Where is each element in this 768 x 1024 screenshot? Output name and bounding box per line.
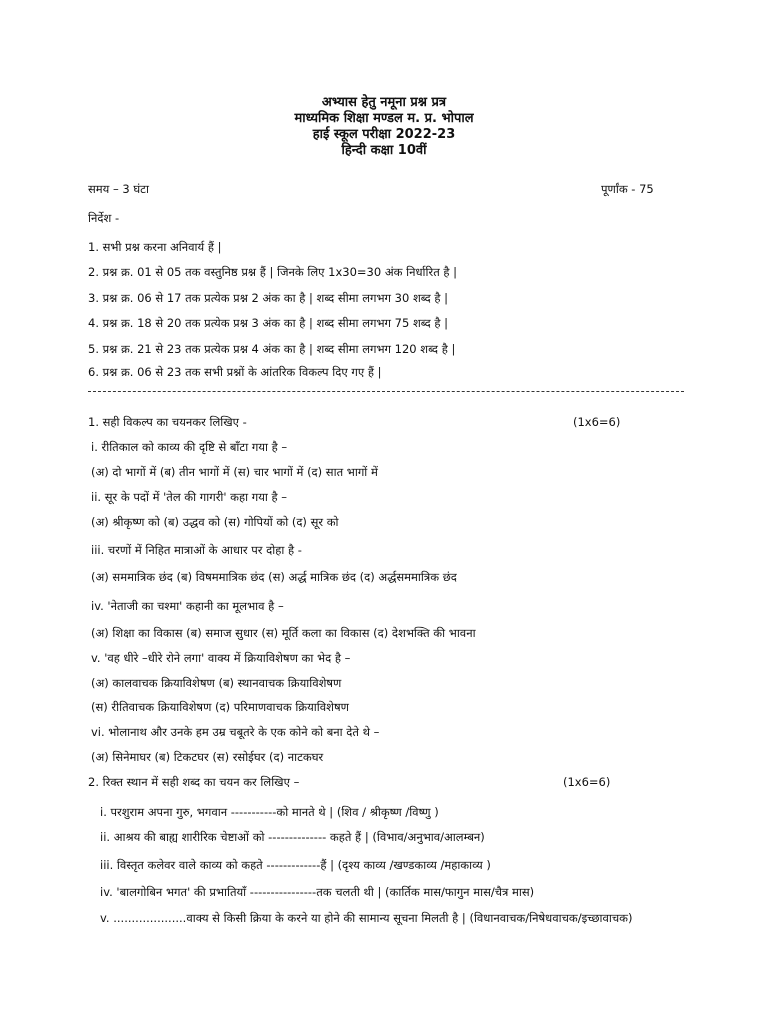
question-text: iii. चरणों में निहित मात्राओं के आधार पर दोहा है -	[91, 543, 302, 557]
paper-header	[0, 95, 768, 159]
time-duration: समय – 3 घंटा	[88, 182, 149, 196]
header-subject: हिन्दी कक्षा 10वीं	[341, 143, 427, 158]
q2-marks: (1x6=6)	[563, 775, 611, 789]
instruction-item: 5. प्रश्न क्र. 21 से 23 तक प्रत्येक प्रश्न 4 अंक का है | शब्द सीमा लगभग 120 शब्द है |	[88, 342, 456, 356]
fill-blank-item: iv. 'बालगोबिन भगत' की प्रभातियाँ ----------------तक चलती थी | (कार्तिक मास/फागुन मास/चैत्र मास)	[100, 885, 535, 899]
instruction-item: 2. प्रश्न क्र. 01 से 05 तक वस्तुनिष्ठ प्रश्न हैं | जिनके लिए 1x30=30 अंक निर्धारित है |	[88, 265, 458, 279]
fill-blank-item: i. परशुराम अपना गुरु, भगवान -----------को मानते थे | (शिव / श्रीकृष्ण /विष्णु )	[100, 805, 439, 819]
header-board: माध्यमिक शिक्षा मण्डल म. प्र. भोपाल	[294, 111, 474, 126]
question-options: (अ) शिक्षा का विकास (ब) समाज सुधार (स) मूर्ति कला का विकास (द) देशभक्ति की भावना	[91, 626, 476, 640]
question-options: (अ) श्रीकृष्ण को (ब) उद्धव को (स) गोपियों को (द) सूर को	[91, 515, 339, 529]
instruction-item: 6. प्रश्न क्र. 06 से 23 तक सभी प्रश्नों के आंतरिक विकल्प दिए गए हैं |	[88, 365, 382, 379]
instruction-item: 1. सभी प्रश्न करना अनिवार्य हैं |	[88, 240, 222, 254]
q2-title: 2. रिक्त स्थान में सही शब्द का चयन कर लिखिए –	[88, 775, 300, 789]
q1-title: 1. सही विकल्प का चयनकर लिखिए -	[88, 415, 247, 429]
header-exam: हाई स्कूल परीक्षा 2022-23	[312, 127, 456, 142]
instructions-heading: निर्देश -	[88, 211, 120, 225]
question-text: v. 'वह धीरे –धीरे रोने लगा' वाक्य में क्रियाविशेषण का भेद है –	[91, 651, 351, 665]
question-text: iv. 'नेताजी का चश्मा' कहानी का मूलभाव है –	[91, 599, 284, 613]
question-options: (अ) दो भागों में (ब) तीन भागों में (स) चार भागों में (द) सात भागों में	[91, 465, 378, 479]
question-options: (अ) सिनेमाघर (ब) टिकटघर (स) रसोईघर (द) नाटकघर	[91, 750, 324, 764]
fill-blank-item: iii. विस्तृत कलेवर वाले काव्य को कहते -------------हैं | (दृश्य काव्य /खण्डकाव्य /महाकाव्य )	[100, 858, 491, 872]
question-options: (अ) कालवाचक क्रियाविशेषण (ब) स्थानवाचक क्रियाविशेषण	[91, 676, 342, 690]
q1-marks: (1x6=6)	[573, 415, 621, 429]
header-title: अभ्यास हेतु नमूना प्रश्न प्रत्र	[321, 95, 447, 110]
section-divider	[88, 391, 684, 392]
question-options: (स) रीतिवाचक क्रियाविशेषण (द) परिमाणवाचक क्रियाविशेषण	[91, 700, 349, 714]
max-marks: पूर्णांक - 75	[601, 182, 654, 196]
question-text: ii. सूर के पदों में 'तेल की गागरी' कहा गया है –	[91, 490, 288, 504]
fill-blank-item: ii. आश्रय की बाह्य शारीरिक चेष्टाओं को -------------- कहते हैं | (विभाव/अनुभाव/आलम्बन)	[100, 830, 485, 844]
instruction-item: 4. प्रश्न क्र. 18 से 20 तक प्रत्येक प्रश्न 3 अंक का है | शब्द सीमा लगभग 75 शब्द है |	[88, 316, 449, 330]
fill-blank-item: v. ....................वाक्य से किसी क्रिया के करने या होने की सामान्य सूचना मिलती है | (विधानवाचक/निषेधवाचक/इच्छावाचक)	[100, 911, 633, 925]
instruction-item: 3. प्रश्न क्र. 06 से 17 तक प्रत्येक प्रश्न 2 अंक का है | शब्द सीमा लगभग 30 शब्द है |	[88, 291, 449, 305]
question-text: vi. भोलानाथ और उनके हम उम्र चबूतरे के एक कोने को बना देते थे –	[91, 725, 380, 739]
question-options: (अ) सममात्रिक छंद (ब) विषममात्रिक छंद (स) अर्द्ध मात्रिक छंद (द) अर्द्धसममात्रिक छंद	[91, 570, 457, 584]
question-text: i. रीतिकाल को काव्य की दृष्टि से बाँटा गया है –	[91, 440, 288, 454]
